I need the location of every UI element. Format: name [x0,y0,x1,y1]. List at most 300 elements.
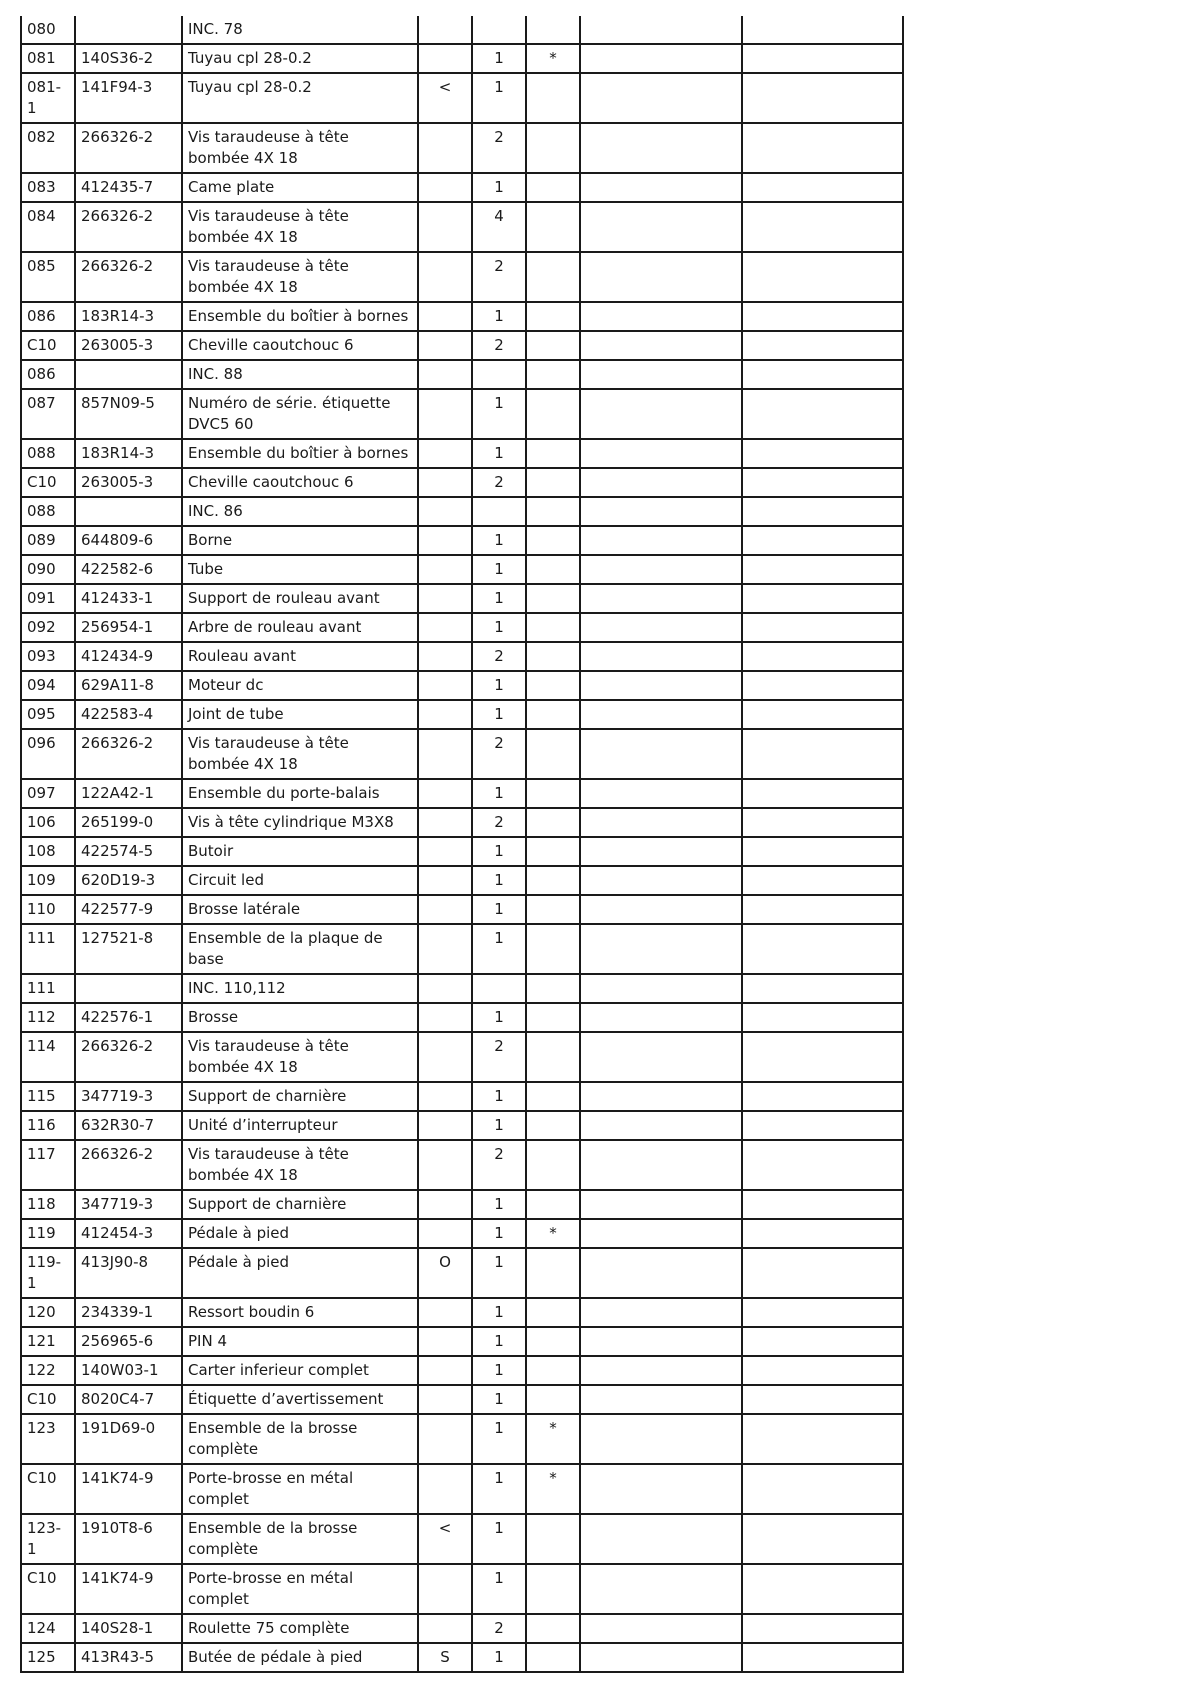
extra-column-cell [742,1414,903,1464]
extra-column-cell [580,73,742,123]
table-row [21,1140,903,1190]
item-number-cell: 116 [21,1111,75,1140]
change-flag-cell [418,302,472,331]
part-number-cell: 122A42-1 [75,779,182,808]
extra-column-cell [580,1219,742,1248]
table-row [21,360,903,389]
item-number-cell: 114 [21,1032,75,1082]
quantity-cell: 1 [472,1564,526,1614]
table-row [21,1111,903,1140]
extra-column-cell [742,173,903,202]
item-number-cell: 121 [21,1327,75,1356]
quantity-cell: 1 [472,1082,526,1111]
description-cell: Ensemble du boîtier à bornes [182,439,418,468]
part-number-cell: 266326-2 [75,729,182,779]
description-cell: Borne [182,526,418,555]
item-number-cell: 088 [21,497,75,526]
note-mark-cell [526,1140,580,1190]
extra-column-cell [742,202,903,252]
item-number-cell: 086 [21,302,75,331]
item-number-cell: 083 [21,173,75,202]
extra-column-cell [742,73,903,123]
extra-column-cell [580,729,742,779]
extra-column-cell [742,1003,903,1032]
description-cell: INC. 88 [182,360,418,389]
note-mark-cell [526,1111,580,1140]
quantity-cell: 1 [472,1327,526,1356]
part-number-cell: 620D19-3 [75,866,182,895]
quantity-cell: 1 [472,837,526,866]
description-cell: Vis taraudeuse à tête bombée 4X 18 [182,252,418,302]
description-cell: Arbre de rouleau avant [182,613,418,642]
extra-column-cell [742,44,903,73]
description-cell: INC. 78 [182,16,418,44]
item-number-cell: 115 [21,1082,75,1111]
description-cell: Support de charnière [182,1190,418,1219]
change-flag-cell [418,360,472,389]
change-flag-cell: O [418,1248,472,1298]
note-mark-cell [526,1327,580,1356]
extra-column-cell [580,584,742,613]
extra-column-cell [580,1327,742,1356]
change-flag-cell: S [418,1643,472,1672]
change-flag-cell [418,555,472,584]
note-mark-cell [526,389,580,439]
extra-column-cell [742,1032,903,1082]
item-number-cell: 088 [21,439,75,468]
quantity-cell: 1 [472,866,526,895]
table-row [21,1464,903,1514]
quantity-cell: 1 [472,1643,526,1672]
note-mark-cell [526,642,580,671]
extra-column-cell [742,123,903,173]
extra-column-cell [580,1032,742,1082]
description-cell: Circuit led [182,866,418,895]
item-number-cell: 096 [21,729,75,779]
description-cell: Porte-brosse en métal complet [182,1464,418,1514]
quantity-cell: 1 [472,1356,526,1385]
table-row [21,202,903,252]
change-flag-cell [418,526,472,555]
part-number-cell [75,974,182,1003]
part-number-cell: 8020C4-7 [75,1385,182,1414]
table-row [21,700,903,729]
description-cell: Vis taraudeuse à tête bombée 4X 18 [182,729,418,779]
change-flag-cell [418,389,472,439]
table-row [21,468,903,497]
note-mark-cell [526,1298,580,1327]
description-cell: Ensemble de la plaque de base [182,924,418,974]
extra-column-cell [580,866,742,895]
quantity-cell: 1 [472,526,526,555]
extra-column-cell [742,671,903,700]
change-flag-cell [418,252,472,302]
part-number-cell: 140W03-1 [75,1356,182,1385]
change-flag-cell [418,779,472,808]
part-number-cell: 140S36-2 [75,44,182,73]
extra-column-cell [742,1564,903,1614]
item-number-cell: 120 [21,1298,75,1327]
table-row [21,555,903,584]
quantity-cell: 2 [472,808,526,837]
quantity-cell: 2 [472,331,526,360]
part-number-cell: 1910T8-6 [75,1514,182,1564]
table-row [21,1356,903,1385]
parts-list-table [20,16,904,1673]
table-row [21,1082,903,1111]
item-number-cell: 125 [21,1643,75,1672]
part-number-cell: 266326-2 [75,1032,182,1082]
note-mark-cell [526,1003,580,1032]
quantity-cell: 1 [472,555,526,584]
note-mark-cell [526,497,580,526]
note-mark-cell [526,808,580,837]
part-number-cell: 256965-6 [75,1327,182,1356]
note-mark-cell [526,73,580,123]
extra-column-cell [742,526,903,555]
description-cell: Pédale à pied [182,1219,418,1248]
table-row [21,16,903,44]
description-cell: Moteur dc [182,671,418,700]
table-row [21,1219,903,1248]
quantity-cell: 1 [472,1414,526,1464]
quantity-cell [472,360,526,389]
description-cell: Vis taraudeuse à tête bombée 4X 18 [182,1140,418,1190]
quantity-cell: 1 [472,1248,526,1298]
change-flag-cell [418,16,472,44]
description-cell: Ressort boudin 6 [182,1298,418,1327]
quantity-cell: 2 [472,729,526,779]
extra-column-cell [742,1643,903,1672]
extra-column-cell [742,1190,903,1219]
change-flag-cell [418,584,472,613]
part-number-cell [75,360,182,389]
extra-column-cell [742,1356,903,1385]
extra-column-cell [742,584,903,613]
description-cell: Vis taraudeuse à tête bombée 4X 18 [182,123,418,173]
part-number-cell: 127521-8 [75,924,182,974]
part-number-cell: 266326-2 [75,1140,182,1190]
part-number-cell: 256954-1 [75,613,182,642]
extra-column-cell [580,252,742,302]
note-mark-cell [526,866,580,895]
item-number-cell: 123-1 [21,1514,75,1564]
table-row [21,974,903,1003]
extra-column-cell [742,1327,903,1356]
change-flag-cell [418,642,472,671]
description-cell: Pédale à pied [182,1248,418,1298]
table-row [21,1327,903,1356]
extra-column-cell [742,808,903,837]
item-number-cell: 109 [21,866,75,895]
extra-column-cell [742,331,903,360]
item-number-cell: 106 [21,808,75,837]
part-number-cell: 191D69-0 [75,1414,182,1464]
extra-column-cell [580,1514,742,1564]
item-number-cell: C10 [21,331,75,360]
description-cell: Butée de pédale à pied [182,1643,418,1672]
table-row [21,642,903,671]
change-flag-cell [418,439,472,468]
change-flag-cell [418,729,472,779]
extra-column-cell [580,895,742,924]
change-flag-cell [418,202,472,252]
description-cell: Ensemble du porte-balais [182,779,418,808]
item-number-cell: C10 [21,1564,75,1614]
note-mark-cell [526,1032,580,1082]
extra-column-cell [742,555,903,584]
note-mark-cell [526,252,580,302]
table-row [21,526,903,555]
extra-column-cell [580,468,742,497]
extra-column-cell [580,123,742,173]
extra-column-cell [742,468,903,497]
item-number-cell: 110 [21,895,75,924]
change-flag-cell [418,974,472,1003]
quantity-cell: 1 [472,924,526,974]
quantity-cell: 1 [472,1003,526,1032]
description-cell: Porte-brosse en métal complet [182,1564,418,1614]
change-flag-cell [418,173,472,202]
part-number-cell: 412454-3 [75,1219,182,1248]
change-flag-cell [418,1614,472,1643]
extra-column-cell [742,360,903,389]
part-number-cell: 263005-3 [75,468,182,497]
extra-column-cell [742,837,903,866]
table-row [21,808,903,837]
part-number-cell: 266326-2 [75,252,182,302]
note-mark-cell [526,729,580,779]
quantity-cell: 1 [472,439,526,468]
part-number-cell: 632R30-7 [75,1111,182,1140]
table-row [21,1003,903,1032]
extra-column-cell [580,1190,742,1219]
extra-column-cell [580,613,742,642]
change-flag-cell [418,1111,472,1140]
part-number-cell: 422576-1 [75,1003,182,1032]
part-number-cell: 347719-3 [75,1082,182,1111]
parts-list-body [21,16,903,1672]
extra-column-cell [742,1140,903,1190]
extra-column-cell [580,1248,742,1298]
item-number-cell: 093 [21,642,75,671]
extra-column-cell [580,974,742,1003]
note-mark-cell [526,924,580,974]
note-mark-cell [526,1564,580,1614]
table-row [21,584,903,613]
quantity-cell: 1 [472,1385,526,1414]
extra-column-cell [742,497,903,526]
description-cell: Tuyau cpl 28-0.2 [182,73,418,123]
description-cell: Cheville caoutchouc 6 [182,331,418,360]
note-mark-cell [526,1190,580,1219]
extra-column-cell [580,1140,742,1190]
extra-column-cell [742,642,903,671]
item-number-cell: 089 [21,526,75,555]
extra-column-cell [580,526,742,555]
description-cell: Brosse [182,1003,418,1032]
item-number-cell: 082 [21,123,75,173]
change-flag-cell [418,1219,472,1248]
item-number-cell: 112 [21,1003,75,1032]
quantity-cell: 1 [472,671,526,700]
item-number-cell: 081 [21,44,75,73]
extra-column-cell [580,1298,742,1327]
quantity-cell: 1 [472,302,526,331]
extra-column-cell [580,1385,742,1414]
extra-column-cell [580,779,742,808]
extra-column-cell [742,302,903,331]
change-flag-cell [418,1298,472,1327]
table-row [21,895,903,924]
extra-column-cell [580,924,742,974]
description-cell: Rouleau avant [182,642,418,671]
table-row [21,1614,903,1643]
description-cell: Support de rouleau avant [182,584,418,613]
table-row [21,1298,903,1327]
table-row [21,1643,903,1672]
extra-column-cell [580,44,742,73]
part-number-cell: 347719-3 [75,1190,182,1219]
change-flag-cell [418,123,472,173]
extra-column-cell [742,1298,903,1327]
extra-column-cell [742,974,903,1003]
item-number-cell: 090 [21,555,75,584]
item-number-cell: 097 [21,779,75,808]
extra-column-cell [580,1003,742,1032]
note-mark-cell [526,555,580,584]
part-number-cell: 422577-9 [75,895,182,924]
change-flag-cell [418,1327,472,1356]
change-flag-cell [418,808,472,837]
change-flag-cell [418,895,472,924]
item-number-cell: 091 [21,584,75,613]
item-number-cell: C10 [21,1385,75,1414]
quantity-cell: 1 [472,895,526,924]
table-row [21,44,903,73]
description-cell: Cheville caoutchouc 6 [182,468,418,497]
table-row [21,1248,903,1298]
part-number-cell: 183R14-3 [75,302,182,331]
part-number-cell: 266326-2 [75,123,182,173]
table-row [21,252,903,302]
description-cell: Butoir [182,837,418,866]
quantity-cell: 1 [472,1219,526,1248]
extra-column-cell [742,16,903,44]
extra-column-cell [580,16,742,44]
extra-column-cell [580,1414,742,1464]
change-flag-cell [418,1032,472,1082]
table-row [21,123,903,173]
item-number-cell: C10 [21,468,75,497]
change-flag-cell [418,1564,472,1614]
extra-column-cell [580,1082,742,1111]
extra-column-cell [742,1219,903,1248]
table-row [21,1385,903,1414]
quantity-cell: 1 [472,779,526,808]
description-cell: Vis taraudeuse à tête bombée 4X 18 [182,1032,418,1082]
quantity-cell: 1 [472,1190,526,1219]
table-row [21,389,903,439]
note-mark-cell [526,837,580,866]
extra-column-cell [580,389,742,439]
extra-column-cell [742,895,903,924]
extra-column-cell [580,439,742,468]
part-number-cell: 857N09-5 [75,389,182,439]
part-number-cell: 644809-6 [75,526,182,555]
table-row [21,302,903,331]
note-mark-cell [526,123,580,173]
item-number-cell: 081-1 [21,73,75,123]
quantity-cell: 2 [472,642,526,671]
quantity-cell: 2 [472,123,526,173]
change-flag-cell [418,924,472,974]
note-mark-cell [526,360,580,389]
note-mark-cell [526,671,580,700]
description-cell: Étiquette d’avertissement [182,1385,418,1414]
note-mark-cell [526,700,580,729]
note-mark-cell [526,779,580,808]
extra-column-cell [580,700,742,729]
extra-column-cell [742,1614,903,1643]
extra-column-cell [742,252,903,302]
part-number-cell: 422582-6 [75,555,182,584]
extra-column-cell [580,837,742,866]
table-row [21,924,903,974]
table-row [21,1514,903,1564]
quantity-cell [472,497,526,526]
extra-column-cell [742,866,903,895]
table-row [21,439,903,468]
change-flag-cell [418,1190,472,1219]
extra-column-cell [580,497,742,526]
item-number-cell: 087 [21,389,75,439]
part-number-cell: 422583-4 [75,700,182,729]
part-number-cell: 412435-7 [75,173,182,202]
table-row [21,1414,903,1464]
table-row [21,866,903,895]
quantity-cell: 4 [472,202,526,252]
description-cell: Brosse latérale [182,895,418,924]
item-number-cell: 108 [21,837,75,866]
description-cell: INC. 86 [182,497,418,526]
change-flag-cell [418,671,472,700]
note-mark-cell [526,584,580,613]
change-flag-cell [418,1464,472,1514]
item-number-cell: 119 [21,1219,75,1248]
extra-column-cell [742,729,903,779]
extra-column-cell [580,642,742,671]
extra-column-cell [742,1082,903,1111]
change-flag-cell [418,700,472,729]
table-row [21,1190,903,1219]
part-number-cell: 183R14-3 [75,439,182,468]
extra-column-cell [742,779,903,808]
change-flag-cell [418,1003,472,1032]
change-flag-cell [418,1356,472,1385]
note-mark-cell [526,1082,580,1111]
change-flag-cell [418,837,472,866]
change-flag-cell [418,44,472,73]
description-cell: Support de charnière [182,1082,418,1111]
item-number-cell: 123 [21,1414,75,1464]
part-number-cell: 140S28-1 [75,1614,182,1643]
part-number-cell: 413J90-8 [75,1248,182,1298]
quantity-cell: 2 [472,1032,526,1082]
description-cell: Ensemble du boîtier à bornes [182,302,418,331]
extra-column-cell [580,302,742,331]
item-number-cell: 119-1 [21,1248,75,1298]
